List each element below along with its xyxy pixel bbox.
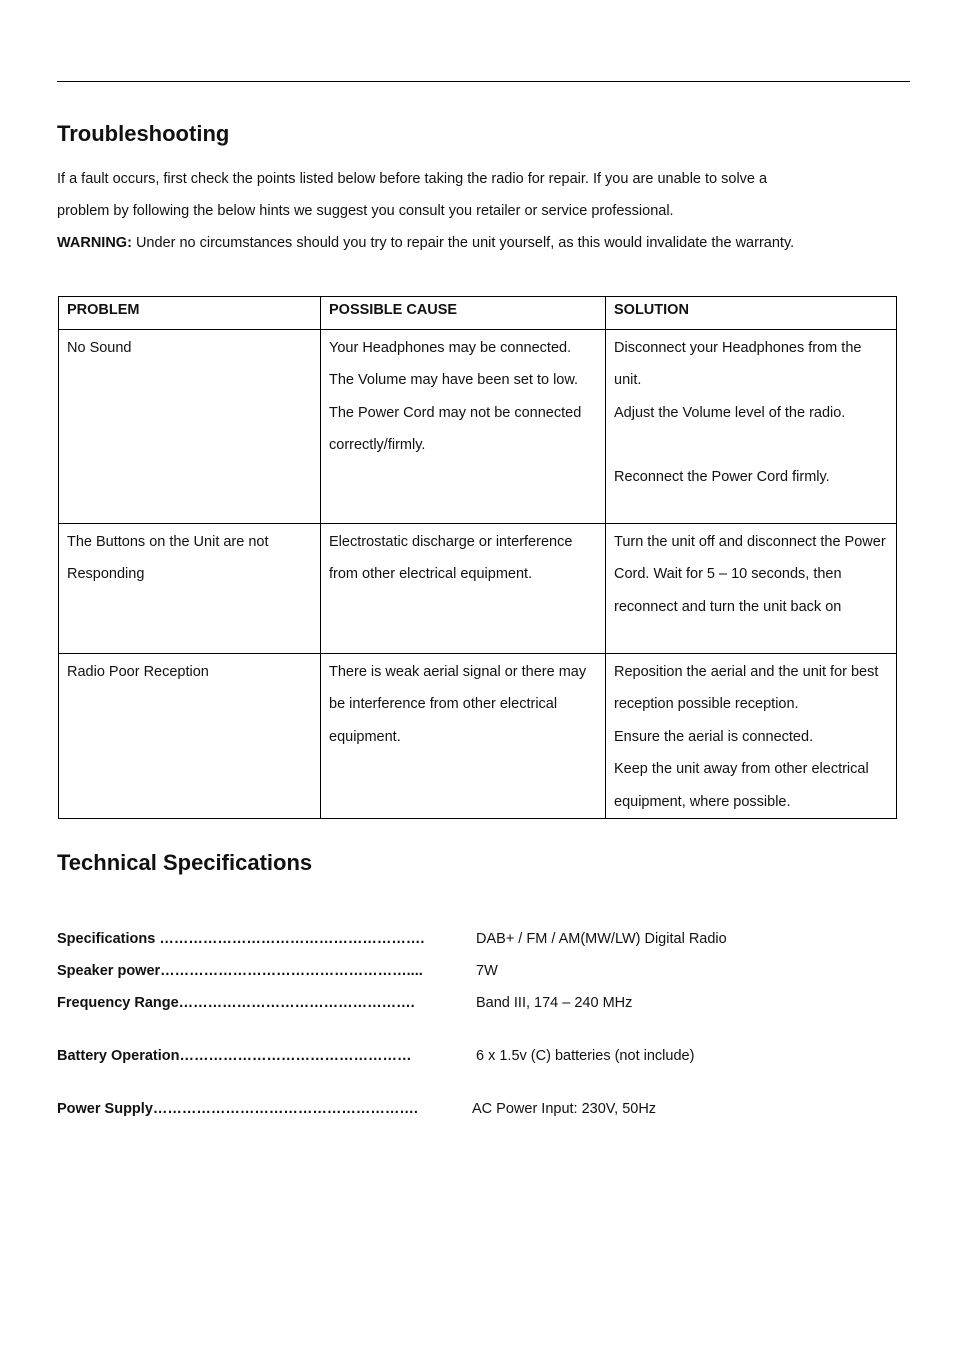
problem-cell: No Sound: [59, 330, 321, 524]
warning-paragraph: [57, 227, 907, 259]
solution-cell: [606, 330, 897, 524]
cause-line: The Volume may have been set to low.: [329, 372, 579, 389]
cause-cell: [321, 330, 606, 524]
cause-line: Electrostatic discharge or interference from other electrical equipment.: [329, 534, 573, 583]
table-header-row: [59, 297, 897, 330]
spec-value: DAB+ / FM / AM(MW/LW) Digital Radio: [476, 931, 727, 947]
table-row: [59, 330, 897, 524]
spec-row-frequency-range: [57, 988, 917, 1018]
cause-cell: [321, 654, 606, 819]
troubleshooting-table: [58, 296, 897, 819]
spec-row-speaker-power: [57, 956, 917, 986]
solution-line: Turn the unit off and disconnect the Power Cord. Wait for 5 – 10 seconds, then reconnect and turn the unit back on: [614, 534, 886, 615]
spec-value: Band III, 174 – 240 MHz: [476, 995, 633, 1011]
warning-label: WARNING:: [57, 235, 132, 251]
cause-line: There is weak aerial signal or there may be interference from other electrical equipment.: [329, 664, 587, 745]
spec-value: 6 x 1.5v (C) batteries (not include): [476, 1048, 695, 1064]
solution-line: Ensure the aerial is connected.: [614, 728, 814, 745]
table-row: [59, 654, 897, 819]
troubleshooting-intro: [57, 163, 907, 259]
table-row: [59, 524, 897, 654]
solution-line: Reposition the aerial and the unit for best reception possible reception.: [614, 664, 879, 713]
cause-cell: [321, 524, 606, 654]
troubleshooting-title: Troubleshooting: [57, 121, 230, 146]
spec-label: Power Supply……………………………………………….: [57, 1101, 418, 1117]
spec-label: Frequency Range………………………………………….: [57, 995, 415, 1011]
header-solution: SOLUTION: [606, 297, 897, 330]
specifications-title: Technical Specifications: [57, 850, 313, 875]
spec-value: 7W: [476, 963, 498, 979]
intro-line-1: If a fault occurs, first check the points listed below before taking the radio for repair. If you are unable to solve a: [57, 171, 768, 187]
warning-text: Under no circumstances should you try to repair the unit yourself, as this would invalidate the warranty.: [131, 235, 795, 251]
solution-cell: [606, 524, 897, 654]
spec-row-power-supply: [57, 1094, 917, 1124]
spec-label: Specifications ……………………………………………….: [57, 931, 425, 947]
solution-line: Disconnect your Headphones from the unit.: [614, 340, 862, 389]
solution-line: Adjust the Volume level of the radio.: [614, 404, 846, 421]
solution-spacer: [614, 429, 888, 461]
problem-cell: The Buttons on the Unit are not Responding: [59, 524, 321, 654]
spec-row-specifications: [57, 924, 917, 954]
spec-row-battery-operation: [57, 1041, 917, 1071]
spec-value: AC Power Input: 230V, 50Hz: [472, 1101, 657, 1117]
header-rule: [57, 81, 910, 82]
spec-label: Speaker power……………………………………………....: [57, 963, 423, 979]
solution-line: Keep the unit away from other electrical equipment, where possible.: [614, 761, 869, 810]
spec-label: Battery Operation…………………………………………: [57, 1048, 412, 1064]
intro-line-2: problem by following the below hints we suggest you consult you retailer or service professional.: [57, 203, 674, 219]
cause-line: Your Headphones may be connected.: [329, 340, 572, 356]
problem-cell: Radio Poor Reception: [59, 654, 321, 819]
cause-line: The Power Cord may not be connected correctly/firmly.: [329, 404, 582, 454]
header-problem: PROBLEM: [59, 297, 321, 330]
solution-line: Reconnect the Power Cord firmly.: [614, 469, 830, 486]
header-possible-cause: POSSIBLE CAUSE: [321, 297, 606, 330]
solution-cell: [606, 654, 897, 819]
